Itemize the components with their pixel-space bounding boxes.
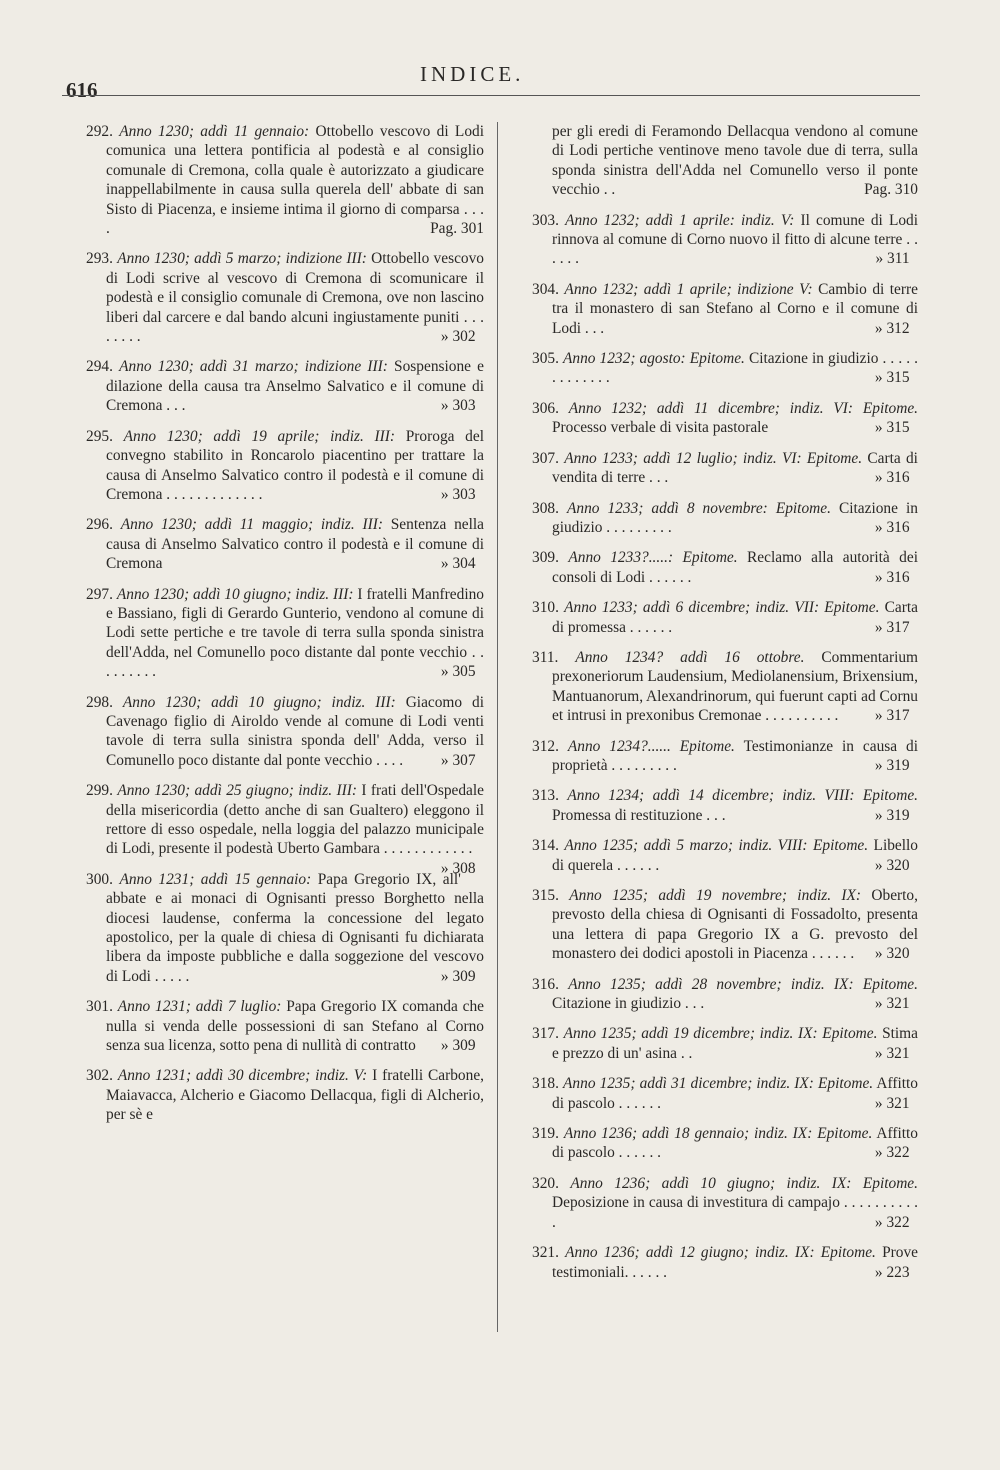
entry-text: I fratelli Carbone, Maiavacca, Alcherio e Giacomo Dellacqua, figli di Alcherio, per sè e: [106, 1067, 484, 1124]
index-entry: [520, 548, 918, 587]
entry-number: 303.: [532, 211, 559, 229]
entry-number: 320.: [532, 1174, 559, 1192]
index-entry: [520, 499, 918, 538]
index-entry: [74, 357, 484, 415]
entry-text: Citazione in giudizio . . . . . . . . . . . . .: [552, 350, 918, 387]
entry-page: » 307: [440, 751, 476, 769]
entry-heading: Anno 1230; addì 31 marzo; indizione III:: [119, 358, 388, 376]
entry-page: » 321: [874, 1044, 910, 1062]
entry-heading: Anno 1235; addì 19 dicembre; indiz. IX: Epitome.: [563, 1025, 878, 1043]
entry-heading: Anno 1235; addì 5 marzo; indiz. VIII: Epitome.: [564, 837, 869, 855]
entry-number: 296.: [86, 516, 113, 534]
entry-text: Processo verbale di visita pastorale: [552, 419, 769, 437]
entry-page: » 308: [440, 859, 476, 877]
entry-number: 295.: [86, 427, 113, 445]
entry-heading: Anno 1230; addì 10 giugno; indiz. III:: [122, 693, 396, 711]
index-entry: [520, 211, 918, 269]
entry-number: 292.: [86, 123, 113, 140]
index-entry: [520, 280, 918, 338]
index-entry: [520, 836, 918, 875]
entry-text: Affitto di pascolo . . . . . .: [552, 1125, 918, 1162]
entry-text: Ottobello vescovo di Lodi scrive al vescovo di Cremona di scomunicare il podestà e il consiglio comunale di Cremona, ove non lascino liberi dal carcere e dal bando alcuni ingiustamente puniti . . . . . . . .: [106, 250, 484, 346]
index-entry: [520, 399, 918, 438]
entry-page: » 303: [440, 485, 476, 503]
entry-heading: Anno 1235; addì 28 novembre; indiz. IX: Epitome.: [568, 975, 918, 993]
entry-text: Oberto, prevosto della chiesa di Ognisanti di Fossadolto, presenta una lettera di papa Gregorio IX a G. prevosto del monastero dei dodici apostoli in Piacenza . . . . . .: [552, 887, 918, 963]
entry-text: Sentenza nella causa di Anselmo Salvatico contro il podestà e il comune di Cremona: [106, 516, 484, 573]
entry-page: Pag. 310: [864, 181, 918, 199]
entry-number: 316.: [532, 975, 559, 993]
entry-text: Deposizione in causa di investitura di campajo . . . . . . . . . . .: [552, 1194, 918, 1231]
entry-page: » 223: [874, 1263, 910, 1281]
entry-text: Commentarium prexoneriorum Laudensium, Mediolanensium, Brixensium, Mantuanorum, Alexandrinorum, qui fuerunt capti ad Cornu et intrusi in prexonibus Cremonae . . . . . . . . . .: [552, 648, 919, 725]
entry-heading: Anno 1235; addì 19 novembre; indiz. IX:: [569, 887, 862, 904]
index-entry: [520, 737, 918, 776]
entry-number: 293.: [86, 250, 113, 268]
entry-heading: Anno 1230; addì 19 aprile; indiz. III:: [123, 427, 396, 445]
entry-text: Prove testimoniali. . . . . .: [552, 1244, 918, 1281]
entry-heading: Anno 1234; addì 14 dicembre; indiz. VIII: Epitome.: [567, 787, 918, 805]
entry-heading: Anno 1230; addì 10 giugno; indiz. III:: [116, 585, 354, 603]
index-entry: [74, 427, 484, 505]
index-entry: [74, 997, 484, 1055]
entry-heading: Anno 1232; addì 1 aprile; indizione V:: [564, 280, 813, 298]
entry-number: 312.: [532, 737, 559, 755]
entry-heading: Anno 1231; addì 15 gennaio:: [119, 870, 312, 888]
running-head: INDICE.: [420, 62, 525, 86]
entry-page: » 317: [874, 618, 910, 636]
entry-text: Il comune di Lodi rinnova al comune di Corno nuovo il fitto di alcune terre . . . . . .: [552, 211, 919, 268]
entry-heading: Anno 1231; addì 30 dicembre; indiz. V:: [117, 1067, 368, 1085]
entry-text: Proroga del convegno stabilito in Roncarolo piacentino per trattare la causa di Anselmo Salvatico contro il podestà e il comune di Cremona . . . . . . . . . . . . .: [106, 427, 484, 503]
entry-number: 297.: [86, 585, 113, 603]
entry-page: » 322: [874, 1144, 910, 1162]
entry-page: Pag. 301: [430, 220, 484, 238]
entry-number: 300.: [86, 870, 113, 888]
entry-page: » 317: [874, 707, 910, 725]
entry-page: » 315: [874, 419, 910, 437]
entry-heading: Anno 1233?.....: Epitome.: [568, 549, 738, 567]
header-rule: [62, 95, 920, 96]
right-column: [520, 122, 918, 1293]
entry-number: 315.: [532, 887, 559, 904]
entry-text: Papa Gregorio IX, all' abbate e ai monaci di Ognisanti presso Borghetto nella diocesi laudense, conferma la concessione del legato apostolico, per la quale di chiesa di Ognisanti fu dichiarata libera da imposte pubbliche e dalla soggezione del vescovo di Lodi . . . . .: [106, 870, 484, 985]
entry-page: » 304: [440, 555, 476, 573]
entry-number: 310.: [532, 599, 559, 617]
index-entry: [520, 349, 918, 388]
entry-text: Ottobello vescovo di Lodi comunica una lettera pontificia al podestà e al consiglio comunale di Cremona, colla quale è autorizzato a giudicare inappellabilmente in causa sulla querela dell' abbate di san Sisto di Piacenza, e insieme intima il giorno di comparsa . . . .: [106, 123, 484, 238]
entry-page: » 302: [440, 328, 476, 346]
entry-number: 321.: [532, 1244, 559, 1262]
entry-number: 299.: [86, 782, 113, 800]
entry-heading: Anno 1233; addì 12 luglio; indiz. VI: Epitome.: [564, 449, 863, 467]
entry-number: 306.: [532, 399, 559, 417]
entry-heading: Anno 1230; addì 11 maggio; indiz. III:: [120, 516, 383, 534]
entry-heading: Anno 1231; addì 7 luglio:: [117, 998, 282, 1016]
entry-text: Sospensione e dilazione della causa tra Anselmo Salvatico e il comune di Cremona . . .: [106, 358, 485, 415]
entry-text: Stima e prezzo di un' asina . .: [552, 1025, 918, 1062]
entry-text: I fratelli Manfredino e Bassiano, figli di Gerardo Gunterio, vendono al comune di Lodi sette pertiche e tre tavole di terra sulla sponda sinistra dell'Adda, nel Comunello poco distante dal ponte vecchio . . . . . . . . .: [106, 585, 485, 681]
entry-text: Affitto di pascolo . . . . . .: [552, 1075, 918, 1112]
entry-text: Papa Gregorio IX comanda che nulla si venda delle possessioni di san Stefano al Corno senza sua licenza, sotto pena di nullità di contratto: [106, 998, 484, 1055]
entry-heading: Anno 1234?...... Epitome.: [567, 737, 735, 755]
entry-text: Citazione in giudizio . . . . . . . . .: [552, 499, 918, 536]
entry-number: 307.: [532, 449, 559, 467]
entry-number: 301.: [86, 998, 113, 1016]
index-entry: [520, 786, 918, 825]
entry-heading: Anno 1232; addì 11 dicembre; indiz. VI: Epitome.: [568, 399, 918, 417]
index-entry: [520, 1243, 918, 1282]
entry-page: » 321: [874, 995, 910, 1013]
entry-number: 304.: [532, 280, 559, 298]
index-entry: [520, 886, 918, 964]
entry-text: per gli eredi di Feramondo Dellacqua vendono al comune di Lodi pertiche ventinove meno tavole due di terra, sulla sponda sinistra dell'Adda nel Comunello verso il ponte vecchio . .: [552, 123, 918, 199]
entry-heading: Anno 1236; addì 12 giugno; indiz. IX: Epitome.: [565, 1244, 876, 1262]
entry-page: » 309: [440, 967, 476, 985]
entry-number: 319.: [532, 1125, 559, 1143]
entry-heading: Anno 1234? addì 16 ottobre.: [575, 648, 805, 666]
entry-page: » 322: [874, 1213, 910, 1231]
entry-text: Giacomo di Cavenago figlio di Airoldo vende al comune di Lodi venti tavole di terra sulla sinistra sponda dell' Adda, verso il Comunello poco distante dal ponte vecchio . . . .: [106, 693, 485, 769]
entry-page: » 320: [874, 856, 910, 874]
entry-number: 317.: [532, 1025, 559, 1043]
continuation-entry: [520, 122, 918, 200]
index-entry: [520, 1074, 918, 1113]
entry-number: 313.: [532, 787, 559, 805]
entry-heading: Anno 1235; addì 31 dicembre; indiz. IX: Epitome.: [563, 1075, 874, 1093]
entry-text: Cambio di terre tra il monastero di san Stefano al Corno e il comune di Lodi . . .: [552, 280, 918, 337]
entry-page: » 309: [440, 1037, 476, 1055]
entry-page: » 320: [874, 945, 910, 963]
entry-heading: Anno 1232; addì 1 aprile: indiz. V:: [565, 211, 795, 229]
index-entry: [520, 975, 918, 1014]
entry-text: Citazione in giudizio . . .: [552, 995, 705, 1013]
entry-text: Carta di promessa . . . . . .: [552, 599, 918, 636]
entry-heading: Anno 1232; agosto: Epitome.: [563, 350, 745, 368]
entry-page: » 303: [440, 397, 476, 415]
index-entry: [74, 122, 484, 238]
entry-number: 305.: [532, 350, 559, 368]
entry-number: 314.: [532, 837, 559, 855]
entry-heading: Anno 1233; addì 8 novembre: Epitome.: [566, 499, 831, 517]
entry-page: » 305: [440, 663, 476, 681]
index-entry: [74, 781, 484, 877]
index-entry: [74, 585, 484, 682]
entry-number: 318.: [532, 1075, 559, 1093]
entry-text: Promessa di restituzione . . .: [552, 806, 726, 824]
entry-number: 294.: [86, 358, 113, 376]
entry-text: Testimonianze in causa di proprietà . . . . . . . . .: [552, 737, 918, 774]
index-entry: [520, 1174, 918, 1232]
entry-page: » 315: [874, 369, 910, 387]
entry-number: 302.: [86, 1067, 113, 1085]
entry-heading: Anno 1230; addì 25 giugno; indiz. III:: [117, 782, 357, 800]
entry-page: » 312: [874, 319, 910, 337]
entry-number: 308.: [532, 499, 559, 517]
entry-page: » 319: [874, 806, 910, 824]
index-entry: [520, 1124, 918, 1163]
entry-page: » 319: [874, 756, 910, 774]
index-entry: [520, 1024, 918, 1063]
entry-text: Libello di querela . . . . . .: [552, 837, 918, 874]
index-entry: [74, 249, 484, 346]
index-entry: [74, 693, 484, 771]
entry-page: » 321: [874, 1094, 910, 1112]
entry-number: 309.: [532, 549, 559, 567]
index-entry: [74, 1066, 484, 1124]
index-entry: [520, 648, 918, 726]
entry-heading: Anno 1236; addì 10 giugno; indiz. IX: Epitome.: [570, 1174, 918, 1192]
entry-text: Reclamo alla autorità dei consoli di Lodi . . . . . .: [552, 549, 918, 586]
entry-page: » 316: [874, 469, 910, 487]
index-entry: [74, 515, 484, 573]
entry-page: » 311: [875, 250, 910, 268]
entry-heading: Anno 1236; addì 18 gennaio; indiz. IX: Epitome.: [563, 1125, 873, 1143]
entry-text: I frati dell'Ospedale della misericordia (detto anche di san Gualtero) eleggono il rettore di esso ospedale, nella loggia del palazzo municipale di Lodi, presente il podestà Uberto Gambara . . . . . . . . . . . .: [106, 782, 484, 858]
entry-page: » 316: [874, 518, 910, 536]
index-entry: [520, 598, 918, 637]
entry-heading: Anno 1230; addì 5 marzo; indizione III:: [117, 250, 367, 268]
index-entry: [520, 449, 918, 488]
column-divider: [497, 122, 498, 1332]
left-column: [74, 122, 484, 1136]
index-entry: [74, 870, 484, 986]
entry-page: » 316: [874, 568, 910, 586]
right-entries: [520, 211, 918, 1282]
entry-heading: Anno 1233; addì 6 dicembre; indiz. VII: Epitome.: [564, 599, 880, 617]
entry-text: Carta di vendita di terre . . .: [552, 449, 918, 487]
entry-heading: Anno 1230; addì 11 gennaio:: [119, 123, 310, 140]
page-number: 616: [66, 78, 98, 102]
entry-number: 298.: [86, 693, 113, 711]
entry-number: 311.: [532, 648, 559, 666]
